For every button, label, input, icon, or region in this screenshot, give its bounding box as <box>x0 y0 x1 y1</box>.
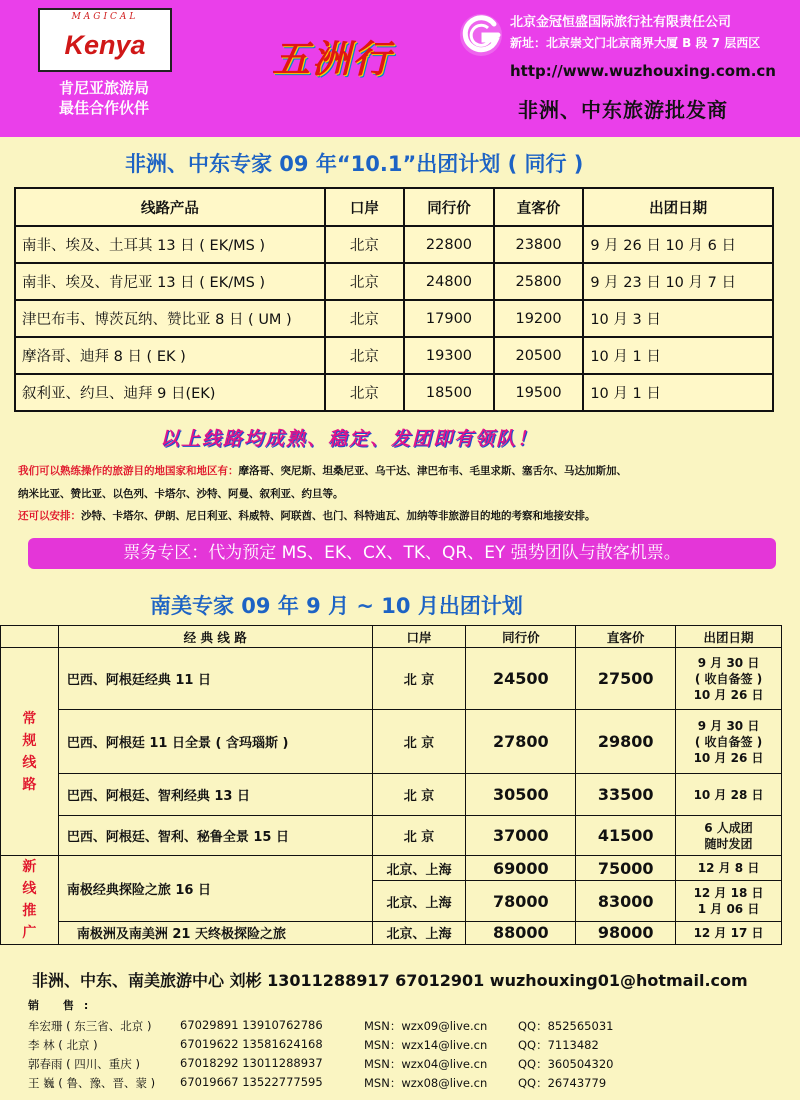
category-char: 线 <box>22 881 37 897</box>
date-line: 9 月 30 日 <box>697 655 760 670</box>
route-cell: 津巴布韦、博茨瓦纳、赞比亚 8 日 ( UM ) <box>15 300 325 337</box>
port-cell: 北京 <box>325 226 405 263</box>
port-cell: 北京 <box>325 337 405 374</box>
date-line: 1 月 06 日 <box>697 902 760 917</box>
date-line: 随时发团 <box>704 836 753 851</box>
route-cell: 南非、埃及、肯尼亚 13 日 ( EK/MS ) <box>15 263 325 300</box>
port-cell: 北 京 <box>372 816 466 856</box>
route-cell: 南极洲及南美洲 21 天终极探险之旅 <box>58 921 372 944</box>
sales-msn: MSN：wzx14@live.cn <box>364 1038 488 1052</box>
agency-logo-icon <box>458 12 504 58</box>
table-row <box>15 374 773 411</box>
sales-phone: 67019622 13581624168 <box>180 1037 323 1051</box>
date-line: 10 月 28 日 <box>693 787 764 802</box>
retail-price-cell: 19200 <box>494 300 584 337</box>
category-char: 推 <box>22 903 37 919</box>
route-cell: 摩洛哥、迪拜 8 日 ( EK ) <box>15 337 325 374</box>
table-header-row <box>1 626 782 648</box>
table-row <box>15 300 773 337</box>
category-new-routes <box>1 856 59 945</box>
dates-cell <box>676 648 782 710</box>
sales-name: 牟宏珊 ( 东三省、北京 ) <box>28 1019 152 1033</box>
south-america-tour-table <box>0 625 782 945</box>
dates-cell <box>676 856 782 881</box>
sales-qq: QQ：360504320 <box>518 1057 614 1071</box>
table-row <box>15 226 773 263</box>
sales-phone: 67019667 13522777595 <box>180 1075 323 1089</box>
sales-msn: MSN：wzx08@live.cn <box>364 1076 488 1090</box>
dates-cell <box>676 774 782 816</box>
port-cell: 北 京 <box>372 710 466 774</box>
sales-qq: QQ：26743779 <box>518 1076 607 1090</box>
retail-price-cell: 19500 <box>494 374 584 411</box>
retail-price-cell: 29800 <box>576 710 676 774</box>
sales-name: 王 巍 ( 鲁、豫、晋、蒙 ) <box>28 1076 156 1090</box>
route-cell: 巴西、阿根廷经典 11 日 <box>58 648 372 710</box>
date-line: 9 月 30 日 <box>697 718 760 733</box>
kenya-tagline-line2: 最佳合作伙伴 <box>58 99 149 117</box>
col-header-route: 经 典 线 路 <box>58 626 372 648</box>
retail-price-cell: 27500 <box>576 648 676 710</box>
port-cell: 北京、上海 <box>372 881 466 921</box>
agency-address: 新址：北京崇文门北京商界大厦 B 段 7 层西区 <box>510 36 761 50</box>
section2-title: 南美专家 09 年 9 月 ~ 10 月出团计划 <box>150 594 523 618</box>
dates-cell <box>676 710 782 774</box>
route-cell: 巴西、阿根廷 11 日全景 ( 含玛瑙斯 ) <box>58 710 372 774</box>
section1-title: 非洲、中东专家 09 年“10.1”出团计划 ( 同行 ) <box>125 152 584 176</box>
retail-price-cell: 83000 <box>576 881 676 921</box>
wuzhouxing-logo: 五洲行 <box>272 36 393 81</box>
date-line: 6 人成团 <box>704 820 753 835</box>
trade-price-cell: 17900 <box>404 300 494 337</box>
route-cell: 南非、埃及、土耳其 13 日 ( EK/MS ) <box>15 226 325 263</box>
category-char: 广 <box>22 925 37 941</box>
category-char: 新 <box>22 859 37 875</box>
ticket-service-bar: 票务专区：代为预定 MS、EK、CX、TK、QR、EY 强势团队与散客机票。 <box>28 538 776 569</box>
dates-cell: 10 月 3 日 <box>583 300 773 337</box>
sales-phone: 67018292 13011288937 <box>180 1056 323 1070</box>
sales-msn: MSN：wzx04@live.cn <box>364 1057 488 1071</box>
category-char: 规 <box>22 732 37 749</box>
category-char: 线 <box>22 754 37 771</box>
sales-name: 郭春雨 ( 四川、重庆 ) <box>28 1057 140 1071</box>
dates-cell <box>676 921 782 944</box>
table-row <box>1 921 782 944</box>
retail-price-cell: 23800 <box>494 226 584 263</box>
table-row <box>1 710 782 774</box>
trade-price-cell: 19300 <box>404 337 494 374</box>
col-header-category <box>1 626 59 648</box>
trade-price-cell: 30500 <box>466 774 576 816</box>
route-cell: 巴西、阿根廷、智利、秘鲁全景 15 日 <box>58 816 372 856</box>
dates-cell: 10 月 1 日 <box>583 337 773 374</box>
table-row <box>1 648 782 710</box>
retail-price-cell: 25800 <box>494 263 584 300</box>
trade-price-cell: 24500 <box>466 648 576 710</box>
sales-msn: MSN：wzx09@live.cn <box>364 1019 488 1033</box>
date-line: 12 月 8 日 <box>697 861 760 876</box>
date-line: ( 收自备签 ) <box>694 671 763 686</box>
category-char: 常 <box>22 710 37 727</box>
kenya-logo <box>38 8 172 72</box>
retail-price-cell: 20500 <box>494 337 584 374</box>
col-header-dates: 出团日期 <box>676 626 782 648</box>
extra-arrangement-note <box>18 506 596 527</box>
col-header-port: 口岸 <box>372 626 466 648</box>
table-row <box>1 856 782 881</box>
trade-price-cell: 69000 <box>466 856 576 881</box>
contact-line: 非洲、中东、南美旅游中心 刘彬 13011288917 67012901 wuzhouxing01@hotmail.com <box>32 971 748 990</box>
trade-price-cell: 37000 <box>466 816 576 856</box>
port-cell: 北京、上海 <box>372 856 466 881</box>
dates-cell <box>676 881 782 921</box>
col-header-dates: 出团日期 <box>583 188 773 226</box>
retail-price-cell: 33500 <box>576 774 676 816</box>
retail-price-cell: 98000 <box>576 921 676 944</box>
agency-slogan: 非洲、中东旅游批发商 <box>518 98 728 122</box>
route-cell: 南极经典探险之旅 16 日 <box>58 856 372 922</box>
date-line: ( 收自备签 ) <box>694 734 763 749</box>
col-header-retail-price: 直客价 <box>576 626 676 648</box>
port-cell: 北京 <box>325 263 405 300</box>
port-cell: 北 京 <box>372 774 466 816</box>
col-header-trade-price: 同行价 <box>466 626 576 648</box>
extra-note-lead: 还可以安排： <box>18 510 81 522</box>
destination-note-continued: 纳米比亚、赞比亚、以色列、卡塔尔、沙特、阿曼、叙利亚、约旦等。 <box>18 488 344 500</box>
port-cell: 北京 <box>325 300 405 337</box>
retail-price-cell: 75000 <box>576 856 676 881</box>
header-banner <box>0 0 800 137</box>
col-header-trade-price: 同行价 <box>404 188 494 226</box>
destination-note <box>18 461 627 482</box>
agency-url-link[interactable]: http://www.wuzhouxing.com.cn <box>510 62 776 80</box>
date-line: 10 月 26 日 <box>693 687 764 702</box>
category-char: 路 <box>22 776 37 793</box>
trade-price-cell: 24800 <box>404 263 494 300</box>
port-cell: 北 京 <box>372 648 466 710</box>
date-line: 12 月 18 日 <box>693 886 764 901</box>
col-header-port: 口岸 <box>325 188 405 226</box>
trade-price-cell: 78000 <box>466 881 576 921</box>
extra-note-text: 沙特、卡塔尔、伊朗、尼日利亚、科威特、阿联酋、也门、科特迪瓦、加纳等非旅游目的地的考察和地接安排。 <box>81 510 596 522</box>
kenya-tagline-line1: 肯尼亚旅游局 <box>58 79 149 97</box>
sales-heading: 销 售: <box>28 999 99 1012</box>
table-header-row <box>15 188 773 226</box>
date-line: 10 月 26 日 <box>693 750 764 765</box>
category-regular-routes <box>1 648 59 856</box>
kenya-logo-word: Kenya <box>64 30 146 60</box>
dates-cell: 9 月 26 日 10 月 6 日 <box>583 226 773 263</box>
trade-price-cell: 27800 <box>466 710 576 774</box>
dates-cell <box>676 816 782 856</box>
route-cell: 叙利亚、约旦、迪拜 9 日(EK) <box>15 374 325 411</box>
table-row <box>15 263 773 300</box>
africa-tour-table <box>14 187 774 412</box>
table-row <box>1 774 782 816</box>
kenya-logo-arc-text: MAGICAL <box>71 12 139 22</box>
table-row <box>1 816 782 856</box>
trade-price-cell: 18500 <box>404 374 494 411</box>
trade-price-cell: 22800 <box>404 226 494 263</box>
sales-qq: QQ：852565031 <box>518 1019 614 1033</box>
port-cell: 北京、上海 <box>372 921 466 944</box>
trade-price-cell: 88000 <box>466 921 576 944</box>
destination-note-text1: 摩洛哥、突尼斯、坦桑尼亚、乌干达、津巴布韦、毛里求斯、塞舌尔、马达加斯加、 <box>238 465 627 477</box>
col-header-route: 线路产品 <box>15 188 325 226</box>
kenya-partner-tagline <box>14 78 194 118</box>
retail-price-cell: 41500 <box>576 816 676 856</box>
dates-cell: 10 月 1 日 <box>583 374 773 411</box>
sales-name: 李 林 ( 北京 ) <box>28 1038 98 1052</box>
col-header-retail-price: 直客价 <box>494 188 584 226</box>
promo-slogan: 以上线路均成熟、稳定、发团即有领队！ <box>160 428 539 450</box>
route-cell: 巴西、阿根廷、智利经典 13 日 <box>58 774 372 816</box>
date-line: 12 月 17 日 <box>693 925 764 940</box>
agency-name: 北京金冠恒盛国际旅行社有限责任公司 <box>510 15 732 30</box>
port-cell: 北京 <box>325 374 405 411</box>
sales-phone: 67029891 13910762786 <box>180 1018 323 1032</box>
table-row <box>15 337 773 374</box>
sales-qq: QQ：7113482 <box>518 1038 599 1052</box>
dates-cell: 9 月 23 日 10 月 7 日 <box>583 263 773 300</box>
destination-note-lead: 我们可以熟练操作的旅游目的地国家和地区有： <box>18 465 239 477</box>
